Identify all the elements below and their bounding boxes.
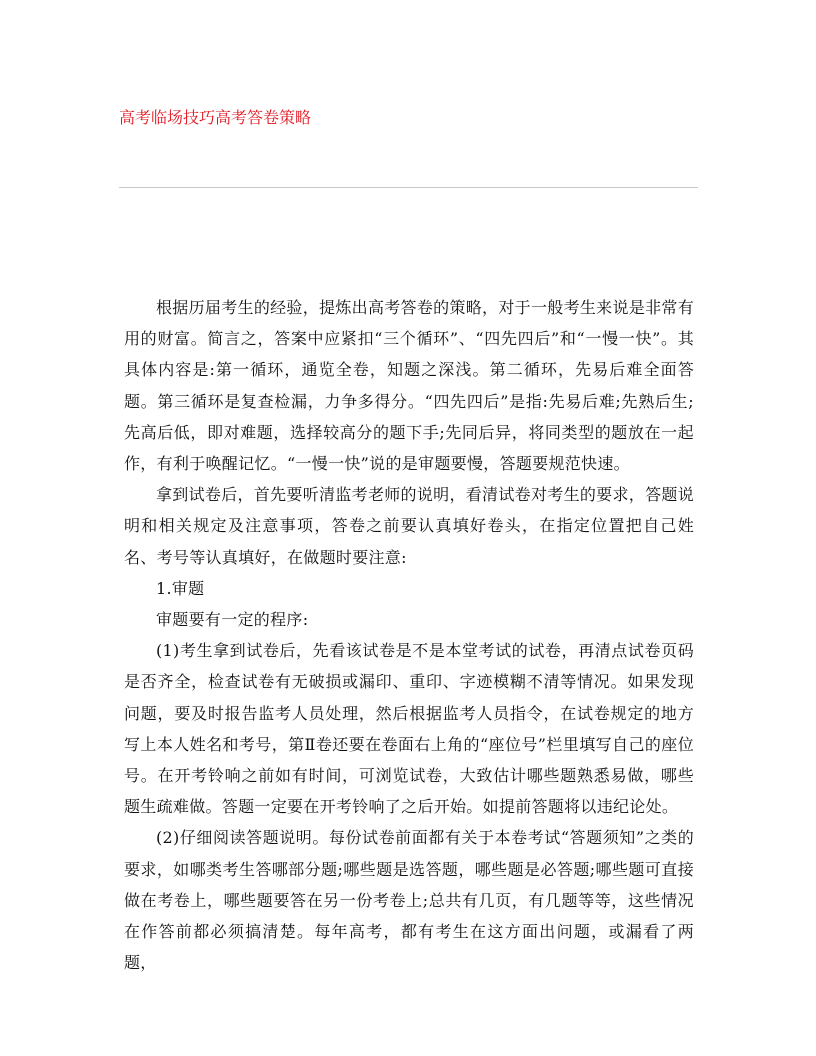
paragraph-instructions: 拿到试卷后，首先要听清监考老师的说明，看清试卷对考生的要求，答题说明和相关规定及注意事项，答卷之前要认真填好卷头，在指定位置把自己姓名、考号等认真填好，在做题时要注意: bbox=[124, 485, 694, 567]
document-title: 高考临场技巧高考答卷策略 bbox=[119, 108, 312, 127]
paragraph-step-2: (2)仔细阅读答题说明。每份试卷前面都有关于本卷考试“答题须知”之类的要求，如哪类考生答哪部分题;哪些题是选答题，哪些题是必答题;哪些题可直接做在考卷上，哪些题要答在另一份考卷上;总共有几页，有几题等等，这些情况在作答前都必须搞清楚。每年高考，都有考生在这方面出问题，或漏看了两题， bbox=[124, 828, 694, 973]
paragraph-intro: 根据历届考生的经验，提炼出高考答卷的策略，对于一般考生来说是非常有用的财富。简言之，答案中应紧扣“三个循环”、“四先四后”和“一慢一快”。其具体内容是:第一循环，通览全卷，知题之深浅。第二循环，先易后难全面答题。第三循环是复查检漏，力争多得分。“四先四后”是指:先易后难;先熟后生;先高后低，即对难题，选择较高分的题下手;先同后异，将同类型的题放在一起作，有利于唤醒记忆。“一慢一快”说的是审题要慢，答题要规范快速。 bbox=[124, 298, 694, 474]
document-body bbox=[124, 292, 694, 978]
title-divider bbox=[119, 187, 698, 188]
section-heading-review: 1.审题 bbox=[156, 578, 205, 598]
paragraph-step-1: (1)考生拿到试卷后，先看该试卷是不是本堂考试的试卷，再清点试卷页码是否齐全，检查试卷有无破损或漏印、重印、字迹模糊不清等情况。如果发现问题，要及时报告监考人员处理，然后根据监考人员指令，在试卷规定的地方写上本人姓名和考号，第Ⅱ卷还要在卷面右上角的“座位号”栏里填写自己的座位号。在开考铃响之前如有时间，可浏览试卷，大致估计哪些题熟悉易做，哪些题生疏难做。答题一定要在开考铃响了之后开始。如提前答题将以违纪论处。 bbox=[124, 641, 694, 817]
paragraph-procedure-intro: 审题要有一定的程序: bbox=[156, 610, 309, 630]
